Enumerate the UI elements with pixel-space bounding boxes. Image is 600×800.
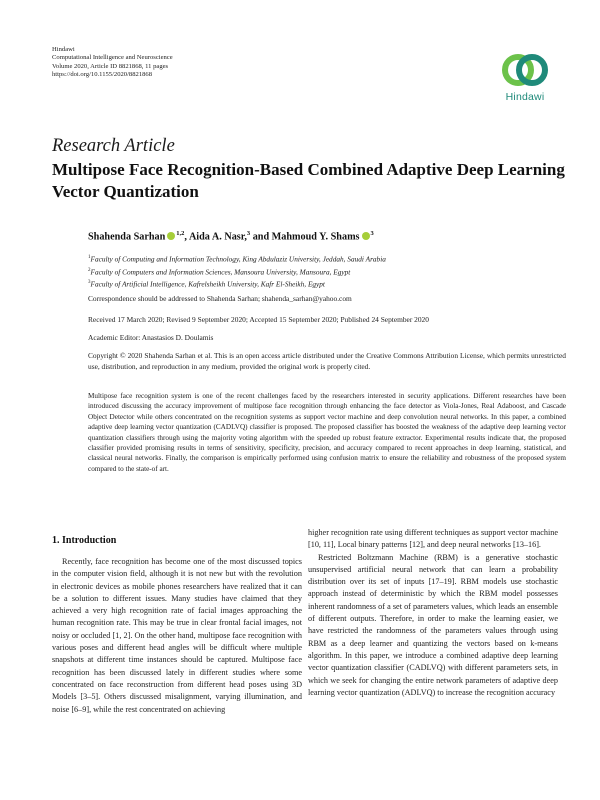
body-paragraph: Recently, face recognition has become one of the most discussed topics in the computer vision field, although it is not new but with the revolution in electronic devices as mobile phones researchers have realized that it can be a solution to different issues. Many studies have claimed that they achieved a very high recognition rate of facial images approaching the human recognition rate. This may be true in clear frontal facial images, not noisy or occluded [1, 2]. On the other hand, multipose face recognition with various poses and different head angles will be difficult where multiple snapshots at different time instances should be captured. Multipose face recognition has been discussed lately in different studies where some concentrated on face reconstruction from different head poses using 3D Models [3–5]. Others discussed misalignment, varying illumination, and noise [6–9], while the rest concentrated on achieving — [52, 557, 302, 714]
section-heading: 1. Introduction — [52, 535, 117, 546]
doi-link[interactable]: https://doi.org/10.1155/2020/8821868 — [52, 71, 153, 79]
article-type: Research Article — [52, 136, 175, 156]
affiliation-item — [88, 252, 386, 265]
body-paragraph: Restricted Boltzmann Machine (RBM) is a generative stochastic unsupervised artificial neural network that can learn a probability distribution over its set of inputs [17–19]. RBM models use stochastic approach instead of deterministic by which the RBM model possesses inherent randomness of a set of parameters values, which leads an ensemble of different outputs. Therefore, in order to make the learning easier, we have restricted the randomness of the parameters values through using RBM as a deep learner and quantizing the vectors based on k-means algorithm. In this paper, we introduce a combined adaptive deep learning vector quantization classifier (CADLVQ) with different parameters sets, in which we seek for changing the entire network parameters of adaptive deep learning vector quantization (ADLVQ) to increase the recognition accuracy — [308, 552, 558, 697]
affiliation-text: Faculty of Computers and Information Sciences, Mansoura University, Mansoura, Egypt — [90, 267, 351, 277]
academic-editor: Academic Editor: Anastasios D. Doulamis — [88, 333, 214, 342]
author-separator: and — [250, 231, 272, 243]
journal-header — [52, 46, 173, 80]
author-affil-sup: 3 — [370, 230, 374, 237]
publication-dates: Received 17 March 2020; Revised 9 September 2020; Accepted 15 September 2020; Published 24 September 2020 — [88, 315, 429, 324]
body-column-right — [308, 527, 558, 699]
body-column-left — [52, 556, 302, 716]
affiliation-text: Faculty of Artificial Intelligence, Kafrelsheikh University, Kafr El-Sheikh, Egypt — [90, 279, 325, 289]
journal-name: Computational Intelligence and Neuroscience — [52, 54, 173, 62]
author-name: Shahenda Sarhan — [88, 231, 166, 243]
correspondence: Correspondence should be addressed to Shahenda Sarhan; shahenda_sarhan@yahoo.com — [88, 294, 352, 303]
volume-info: Volume 2020, Article ID 8821868, 11 pages — [52, 62, 169, 70]
affiliation-sup: 2 — [88, 267, 91, 273]
author-list — [88, 230, 374, 242]
abstract: Multipose face recognition system is one of the recent challenges faced by the researchers interested in security applications. Different researches have been introduced discussing the accuracy improvement of multipose face recognition through enhancing the face detector as Viola-Jones, Real Adaboost, and Cascade Object Detector while others concentrated on the recognition systems as support vector machine and deep convolution neural networks. In this paper, a combined adaptive deep learning vector quantization (CADLVQ) classifier is proposed. The proposed classifier has boosted the weakness of the adaptive deep learning vector quantization classifiers through using the majority voting algorithm with the speeded up robust feature extractor. Experimental results indicate that, the proposed classifier provided promising results in terms of sensitivity, specificity, precision, and accuracy compared to recent approaches in deep learning, statistical, and classical neural networks. Finally, the comparison is empirically performed using confusion matrix to ensure the reliability and robustness of the proposed system compared to the state-of art. — [88, 392, 566, 473]
author-separator: , — [184, 231, 189, 243]
author-affil-sup: 1,2 — [176, 230, 185, 237]
author-name: Aida A. Nasr, — [188, 231, 247, 243]
hindawi-logo — [496, 50, 554, 106]
affiliation-sup: 3 — [88, 280, 91, 286]
publisher-name: Hindawi — [52, 46, 75, 53]
orcid-icon[interactable] — [167, 232, 175, 240]
affiliation-item — [88, 277, 386, 290]
orcid-icon[interactable] — [362, 232, 370, 240]
paper-title: Multipose Face Recognition-Based Combined Adaptive Deep Learning Vector Quantization — [52, 160, 565, 201]
logo-wordmark: Hindawi — [505, 91, 545, 103]
author-name: Mahmoud Y. Shams — [271, 231, 360, 243]
body-paragraph: higher recognition rate using different techniques as support vector machine [10, 11], Local binary patterns [12], and deep neural networks [13–16]. — [308, 528, 558, 550]
affiliation-item — [88, 265, 386, 278]
hindawi-rings-icon — [498, 50, 552, 90]
affiliation-text: Faculty of Computing and Information Technology, King Abdulaziz University, Jeddah, Saudi Arabia — [90, 254, 386, 264]
author-affil-sup: 3 — [246, 230, 251, 237]
affiliations — [88, 252, 386, 290]
copyright-notice: Copyright © 2020 Shahenda Sarhan et al. This is an open access article distributed under the Creative Commons Attribution License, which permits unrestricted use, distribution, and reproduction in any medium, provided the original work is properly cited. — [88, 351, 566, 371]
affiliation-sup: 1 — [88, 255, 91, 260]
